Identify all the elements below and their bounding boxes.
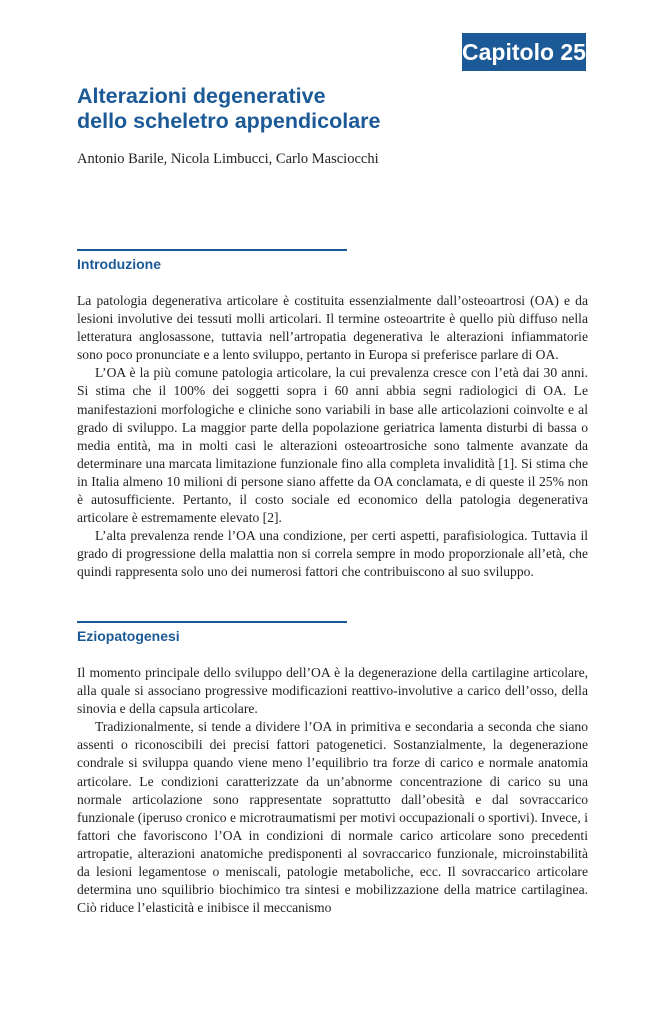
paragraph: Tradizionalmente, si tende a dividere l’OA in primitiva e secondaria a seconda che siano assenti o riconoscibili dei precisi fattori patogenetici. Sostanzialmente, la degenerazione condrale si sviluppa quando viene meno l’equilibrio tra forze di carico e normale anatomia articolare. Le condizioni caratterizzate da un’abnorme concentrazione di carico su una normale articolazione sono rappresentate soprattutto dall’obesità e dal sovraccarico funzionale (iperuso cronico e microtraumatismi per motivi occupazionali o sportivi). Invece, i fattori che favoriscono l’OA in condizioni di normale carico articolare sono precedenti artropatie, alterazioni anatomiche predisponenti al sovraccarico funzionale, microinstabilità da lesioni legamentose o meniscali, patologie metaboliche, ecc. Il sovraccarico articolare determina uno squilibrio biochimico tra sintesi e mobilizzazione della matrice cartilaginea. Ciò riduce l’elasticità e inibisce il meccanismo [77,719,588,916]
section-rule-eziopatogenesi [77,621,347,623]
paragraph: La patologia degenerativa articolare è costituita essenzialmente dall’osteoartrosi (OA) e da lesioni involutive dei tessuti molli articolari. Il termine osteoartrite è quello più diffuso nella letteratura anglosassone, tuttavia nell’artropatia degenerativa le alterazioni infiammatorie sono poco pronunciate e a lento sviluppo, pertanto in Europa si preferisce parlare di OA. [77,293,588,363]
chapter-title [77,84,597,134]
section-rule-introduzione [77,249,347,251]
paragraph: L’OA è la più comune patologia articolare, la cui prevalenza cresce con l’età dai 30 anni. Si stima che il 100% dei soggetti sopra i 60 anni abbia segni radiologici di OA. Le manifestazioni morfologiche e cliniche sono variabili in base alle articolazioni coinvolte e al grado di sviluppo. La maggior parte della popolazione geriatrica lamenta disturbi di bassa o media entità, ma in molti casi le alterazioni osteoartrosiche sono talmente avanzate da determinare una marcata limitazione funzionale fino alla completa invalidità [1]. Si stima che in Italia almeno 10 milioni di persone siano affette da OA conclamata, e di queste il 25% non è autosufficiente. Pertanto, il costo sociale ed economico della patologia degenerativa articolare è estremamente elevato [2]. [77,365,588,526]
section-heading-introduzione: Introduzione [77,256,161,272]
section-body-eziopatogenesi [77,664,588,917]
paragraph: L’alta prevalenza rende l’OA una condizione, per certi aspetti, parafisiologica. Tuttavia il grado di progressione della malattia non si correla sempre in modo proporzionale all’età, che quindi rappresenta solo uno dei numerosi fattori che contribuiscono al suo sviluppo. [77,528,588,580]
section-body-introduzione [77,292,588,582]
authors: Antonio Barile, Nicola Limbucci, Carlo Masciocchi [77,151,379,167]
chapter-title-line-2: dello scheletro appendicolare [77,109,381,133]
section-heading-eziopatogenesi: Eziopatogenesi [77,628,180,644]
chapter-badge: Capitolo 25 [462,33,586,71]
chapter-title-line-1: Alterazioni degenerative [77,84,326,108]
paragraph: Il momento principale dello sviluppo dell’OA è la degenerazione della cartilagine articolare, alla quale si associano progressive modificazioni reattivo-involutive a carico dell’osso, della sinovia e della capsula articolare. [77,665,588,717]
